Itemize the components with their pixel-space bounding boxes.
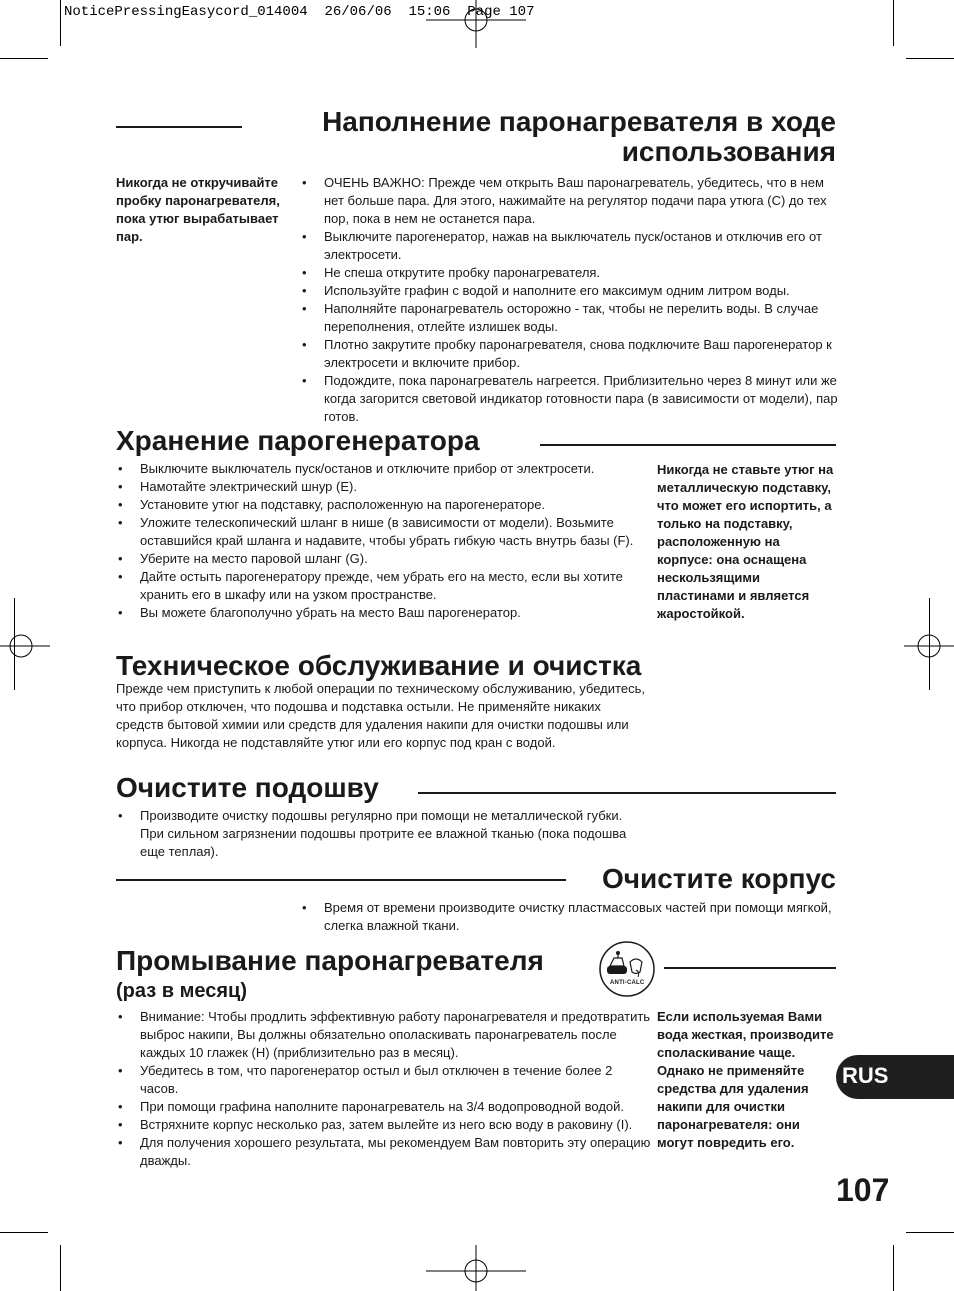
heading-rule xyxy=(418,792,836,794)
language-tab xyxy=(836,1055,954,1099)
crop-mark xyxy=(893,0,894,46)
list-item: • Наполняйте паронагреватель осторожно - так, чтобы не перелить воды. В случае переполнения, отлейте излишек воды. xyxy=(300,300,840,336)
list-item: • Не спеша открутите пробку паронагревателя. xyxy=(300,264,840,282)
list-item: • Убедитесь в том, что парогенератор остыл и был отключен в течение более 2 часов. xyxy=(116,1062,652,1098)
title-line: использования xyxy=(621,136,836,167)
list-item: • Уберите на место паровой шланг (G). xyxy=(116,550,652,568)
page-number: 107 xyxy=(836,1172,890,1208)
section-title-housing: Очистите корпус xyxy=(601,863,836,894)
list-item: • ОЧЕНЬ ВАЖНО: Прежде чем открыть Ваш паронагреватель, убедитесь, что в нем нет больше пара. Для этого, нажимайте на регулятор подачи пара утюга (C) до тех пор, пока в нем не останется пара. xyxy=(300,174,840,228)
heading-rule xyxy=(116,126,242,128)
registration-mark-icon xyxy=(904,620,954,676)
list-item: • Используйте графин с водой и наполните его максимум одним литром воды. xyxy=(300,282,840,300)
list-item: • Установите утюг на подставку, расположенную на парогенераторе. xyxy=(116,496,652,514)
bullet-list-filling xyxy=(300,174,840,426)
language-label: RUS xyxy=(842,1063,889,1088)
bullet-list-housing xyxy=(300,899,840,935)
bullet-list-rinsing xyxy=(116,1008,652,1170)
bullet-list-soleplate xyxy=(116,807,646,861)
heading-rule xyxy=(540,444,836,446)
heading-rule xyxy=(664,967,836,969)
crop-mark xyxy=(893,1245,894,1291)
section-title-storage: Хранение парогенератора xyxy=(116,425,480,456)
section-title-maintenance: Техническое обслуживание и очистка xyxy=(116,650,642,681)
list-item: • При помощи графина наполните паронагреватель на 3/4 водопроводной водой. xyxy=(116,1098,652,1116)
crop-mark xyxy=(0,1232,48,1233)
crop-mark xyxy=(60,0,61,46)
crop-mark xyxy=(906,58,954,59)
side-note-rinsing: Если используемая Вами вода жесткая, производите споласкивание чаще. Однако не применяйте средства для удаления накипи для очистки паронагревателя: они могут повредить его. xyxy=(657,1009,834,1150)
heading-rule xyxy=(116,879,566,881)
list-item: • Встряхните корпус несколько раз, затем вылейте из него всю воду в раковину (I). xyxy=(116,1116,652,1134)
anti-calc-icon xyxy=(598,940,656,998)
section-title-soleplate: Очистите подошву xyxy=(116,772,379,803)
list-item: • Производите очистку подошвы регулярно при помощи не металлической губки. При сильном загрязнении подошвы протрите ее влажной тканью (пока подошва еще теплая). xyxy=(116,807,646,861)
section-title-filling xyxy=(250,107,836,167)
registration-mark-icon xyxy=(426,0,526,48)
maintenance-paragraph: Прежде чем приступить к любой операции по техническому обслуживанию, убедитесь, что прибор отключен, что подошва и подставка остыли. Не применяйте никаких средств бытовой химии или средств для удаления накипи для очистки подошвы или корпуса. Никогда не подставляйте утюг или его корпус под кран с водой. xyxy=(116,681,645,750)
crop-mark xyxy=(60,1245,61,1291)
registration-mark-icon xyxy=(426,1245,526,1291)
anti-calc-label: ANTI-CALC xyxy=(610,980,645,986)
list-item: • Вы можете благополучно убрать на место Ваш парогенератор. xyxy=(116,604,652,622)
list-item: • Намотайте электрический шнур (E). xyxy=(116,478,652,496)
print-header: NoticePressingEasycord_014004 26/06/06 15:06 Page 107 xyxy=(64,4,535,20)
list-item: • Для получения хорошего результата, мы рекомендуем Вам повторить эту операцию дважды. xyxy=(116,1134,652,1170)
title-line: Наполнение паронагревателя в ходе xyxy=(322,106,836,137)
list-item: • Плотно закрутите пробку паронагревателя, снова подключите Ваш парогенератор к электросети и включите прибор. xyxy=(300,336,840,372)
list-item: • Уложите телескопический шланг в нише (в зависимости от модели). Возьмите оставшийся край шланга и надавите, чтобы убрать гибкую часть внутрь базы (F). xyxy=(116,514,652,550)
list-item: • Внимание: Чтобы продлить эффективную работу паронагревателя и предотвратить выброс накипи, Вы должны обязательно ополаскивать паронагреватель после каждых 10 глажек (H) (приблизительно раз в месяц). xyxy=(116,1008,652,1062)
list-item: • Выключите парогенератор, нажав на выключатель пуск/останов и отключив его от электросети. xyxy=(300,228,840,264)
side-note-filling: Никогда не откручивайте пробку паронагревателя, пока утюг вырабатывает пар. xyxy=(116,175,280,244)
list-item: • Дайте остыть парогенератору прежде, чем убрать его на место, если вы хотите хранить его в шкафу или на узком пространстве. xyxy=(116,568,652,604)
subtitle-monthly: (раз в месяц) xyxy=(116,980,247,1002)
registration-mark-icon xyxy=(0,620,50,676)
crop-mark xyxy=(906,1232,954,1233)
list-item: • Подождите, пока паронагреватель нагреется. Приблизительно через 8 минут или же когда загорится световой индикатор готовности пара (в зависимости от модели), пар готов. xyxy=(300,372,840,426)
side-note-storage: Никогда не ставьте утюг на металлическую подставку, что может его испортить, а только на подставку, расположенную на корпусе: она оснащена нескользящими пластинами и является жаростойкой. xyxy=(657,462,834,621)
crop-mark xyxy=(0,58,48,59)
list-item: • Выключите выключатель пуск/останов и отключите прибор от электросети. xyxy=(116,460,652,478)
bullet-list-storage xyxy=(116,460,652,622)
section-title-rinsing: Промывание паронагревателя xyxy=(116,945,544,976)
list-item: • Время от времени производите очистку пластмассовых частей при помощи мягкой, слегка влажной ткани. xyxy=(300,899,840,935)
